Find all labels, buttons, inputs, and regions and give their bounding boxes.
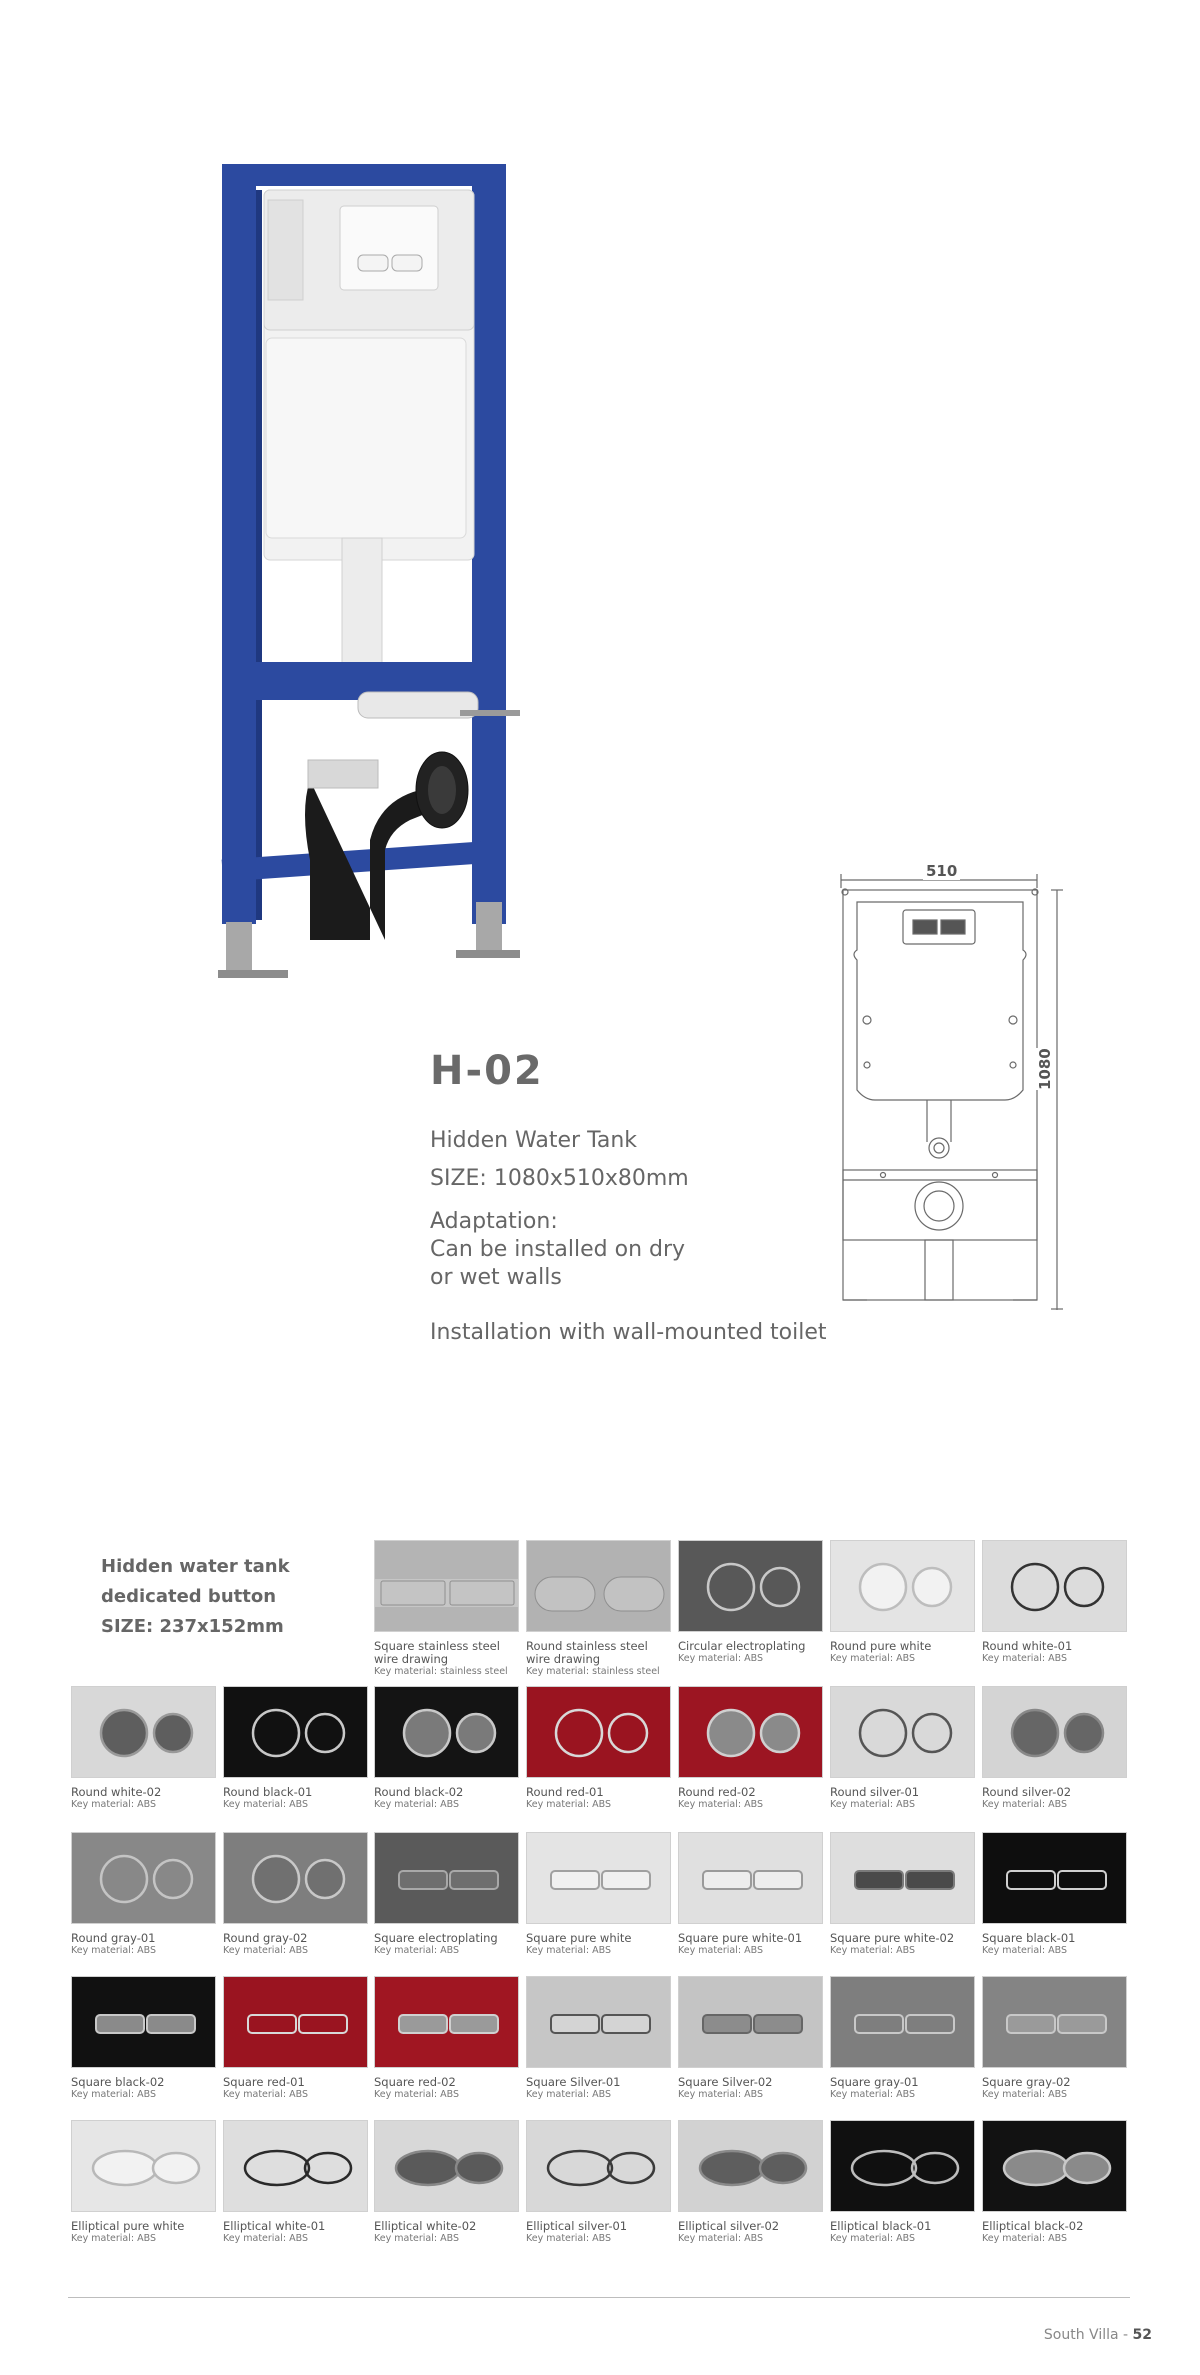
button-material: Key material: ABS (223, 2233, 308, 2244)
button-material: Key material: ABS (526, 1945, 611, 1956)
model-number: H-02 (430, 1048, 544, 1094)
page-number: 52 (1132, 2327, 1152, 2343)
button-name: Round gray-02 (223, 1931, 308, 1945)
button-material: Key material: ABS (982, 1945, 1067, 1956)
button-material: Key material: ABS (982, 2233, 1067, 2244)
flush-button-tile (830, 1832, 975, 1957)
flush-plate-icon (983, 1977, 1127, 2068)
button-material: Key material: ABS (526, 2233, 611, 2244)
button-material: Key material: ABS (678, 2233, 763, 2244)
button-material: Key material: ABS (71, 1799, 156, 1810)
flush-plate-swatch (526, 1832, 671, 1924)
button-material: Key material: ABS (678, 1653, 763, 1664)
button-name: Square Silver-01 (526, 2075, 621, 2089)
button-name: Square stainless steel (374, 1639, 500, 1653)
button-name: Elliptical silver-01 (526, 2219, 628, 2233)
flush-plate-swatch (223, 1832, 368, 1924)
flush-button-tile (223, 2120, 368, 2245)
flush-plate-swatch (526, 1686, 671, 1778)
flush-button-tile (71, 1686, 216, 1811)
flush-plate-icon (72, 1977, 216, 2068)
flush-plate-swatch (982, 1976, 1127, 2068)
flush-button-tile (982, 1832, 1127, 1957)
section-title-line-1: Hidden water tank (101, 1556, 290, 1577)
technical-drawing (815, 850, 1065, 1310)
product-name: Hidden Water Tank (430, 1128, 638, 1153)
button-name: Circular electroplating (678, 1639, 806, 1653)
height-dimension-label: 1080 (1036, 1048, 1054, 1090)
button-material: Key material: ABS (830, 1945, 915, 1956)
button-name-line-2: wire drawing (374, 1652, 449, 1666)
dimension-drawing (815, 850, 1065, 1310)
flush-plate-icon (983, 1833, 1127, 1924)
flush-plate-swatch (830, 2120, 975, 2212)
button-material: Key material: ABS (526, 2089, 611, 2100)
button-material: Key material: ABS (374, 1945, 459, 1956)
button-material: Key material: ABS (830, 2233, 915, 2244)
flush-plate-icon (527, 1687, 671, 1778)
button-material: Key material: ABS (526, 1799, 611, 1810)
button-material: Key material: ABS (678, 1945, 763, 1956)
button-name: Square red-02 (374, 2075, 456, 2089)
button-name: Elliptical black-02 (982, 2219, 1084, 2233)
flush-plate-swatch (374, 1686, 519, 1778)
button-name: Round gray-01 (71, 1931, 156, 1945)
flush-plate-swatch (526, 1540, 671, 1632)
button-name: Elliptical white-02 (374, 2219, 477, 2233)
flush-plate-icon (224, 2121, 368, 2212)
flush-plate-swatch (830, 1686, 975, 1778)
flush-plate-swatch (223, 1976, 368, 2068)
button-name: Elliptical pure white (71, 2219, 185, 2233)
flush-button-tile (374, 2120, 519, 2245)
flush-button-tile (526, 1976, 671, 2101)
button-name: Square black-02 (71, 2075, 165, 2089)
flush-plate-icon (831, 1541, 975, 1632)
flush-plate-icon (375, 1541, 519, 1632)
flush-plate-icon (375, 1977, 519, 2068)
flush-plate-icon (679, 2121, 823, 2212)
flush-plate-icon (527, 1977, 671, 2068)
button-name: Round silver-01 (830, 1785, 920, 1799)
flush-button-tile (982, 1686, 1127, 1811)
button-material: Key material: ABS (223, 2089, 308, 2100)
flush-button-tile (678, 1686, 823, 1811)
button-material: Key material: stainless steel (374, 1666, 508, 1677)
flush-button-tile (982, 2120, 1127, 2245)
flush-plate-swatch (678, 1976, 823, 2068)
flush-plate-swatch (678, 1686, 823, 1778)
flush-button-tile (830, 1976, 975, 2101)
flush-plate-swatch (374, 1540, 519, 1632)
flush-plate-icon (983, 1541, 1127, 1632)
button-name: Square pure white-02 (830, 1931, 955, 1945)
flush-plate-icon (527, 2121, 671, 2212)
flush-button-tile (678, 1832, 823, 1957)
button-name: Square gray-01 (830, 2075, 919, 2089)
adaptation-title: Adaptation: (430, 1209, 558, 1234)
flush-button-tile (71, 2120, 216, 2245)
flush-plate-swatch (71, 1976, 216, 2068)
button-name: Round white-01 (982, 1639, 1073, 1653)
button-material: Key material: ABS (982, 2089, 1067, 2100)
button-material: Key material: ABS (374, 2233, 459, 2244)
button-name: Round silver-02 (982, 1785, 1072, 1799)
button-material: Key material: ABS (374, 2089, 459, 2100)
adaptation-block (430, 1208, 685, 1292)
flush-button-tile (71, 1832, 216, 1957)
flush-plate-icon (679, 1833, 823, 1924)
button-name: Round white-02 (71, 1785, 162, 1799)
adaptation-line-1: Can be installed on dry (430, 1237, 686, 1262)
flush-plate-swatch (71, 1832, 216, 1924)
flush-plate-icon (224, 1833, 368, 1924)
flush-plate-swatch (526, 1976, 671, 2068)
buttons-section-title (101, 1552, 290, 1642)
button-material: Key material: ABS (223, 1945, 308, 1956)
flush-plate-swatch (71, 1686, 216, 1778)
flush-plate-icon (224, 1977, 368, 2068)
flush-plate-swatch (830, 1540, 975, 1632)
button-name: Square electroplating (374, 1931, 498, 1945)
flush-plate-swatch (223, 1686, 368, 1778)
flush-button-tile (678, 1540, 823, 1665)
flush-button-tile (526, 1832, 671, 1957)
button-name: Elliptical white-01 (223, 2219, 326, 2233)
flush-button-tile (526, 2120, 671, 2245)
flush-button-tile (526, 1686, 671, 1811)
button-material: Key material: stainless steel (526, 1666, 660, 1677)
flush-plate-swatch (374, 1976, 519, 2068)
flush-plate-icon (72, 1833, 216, 1924)
flush-plate-swatch (678, 1832, 823, 1924)
flush-plate-swatch (982, 2120, 1127, 2212)
button-name: Square Silver-02 (678, 2075, 773, 2089)
button-name: Round black-01 (223, 1785, 313, 1799)
button-material: Key material: ABS (830, 2089, 915, 2100)
button-name: Round stainless steel (526, 1639, 648, 1653)
flush-plate-icon (375, 1687, 519, 1778)
button-name: Round red-02 (678, 1785, 756, 1799)
flush-plate-swatch (374, 2120, 519, 2212)
flush-plate-icon (679, 1977, 823, 2068)
flush-plate-icon (375, 1833, 519, 1924)
button-material: Key material: ABS (71, 1945, 156, 1956)
button-material: Key material: ABS (374, 1799, 459, 1810)
flush-button-tile (71, 1976, 216, 2101)
button-material: Key material: ABS (71, 2089, 156, 2100)
section-title-line-2: dedicated button (101, 1586, 277, 1607)
button-material: Key material: ABS (830, 1653, 915, 1664)
flush-button-tile (982, 1540, 1127, 1665)
flush-plate-icon (72, 2121, 216, 2212)
adaptation-line-2: or wet walls (430, 1265, 562, 1290)
flush-plate-swatch (982, 1832, 1127, 1924)
flush-plate-swatch (830, 1976, 975, 2068)
flush-plate-icon (527, 1541, 671, 1632)
button-name-line-2: wire drawing (526, 1652, 601, 1666)
button-name: Elliptical black-01 (830, 2219, 932, 2233)
product-size: SIZE: 1080x510x80mm (430, 1166, 689, 1191)
button-name: Square red-01 (223, 2075, 305, 2089)
flush-plate-swatch (830, 1832, 975, 1924)
button-name: Square pure white-01 (678, 1931, 803, 1945)
button-name: Square gray-02 (982, 2075, 1071, 2089)
section-title-line-3: SIZE: 237x152mm (101, 1616, 284, 1637)
button-name: Round pure white (830, 1639, 932, 1653)
flush-button-tile (374, 1686, 519, 1811)
flush-plate-swatch (982, 1540, 1127, 1632)
flush-plate-icon (831, 2121, 975, 2212)
button-material: Key material: ABS (830, 1799, 915, 1810)
button-material: Key material: ABS (678, 2089, 763, 2100)
flush-button-tile (223, 1832, 368, 1957)
button-material: Key material: ABS (223, 1799, 308, 1810)
flush-button-tile (374, 1540, 519, 1678)
flush-plate-icon (375, 2121, 519, 2212)
button-name: Square black-01 (982, 1931, 1076, 1945)
flush-button-tile (374, 1832, 519, 1957)
footer-brand: South Villa - (1043, 2327, 1133, 2343)
flush-plate-icon (983, 1687, 1127, 1778)
button-name: Elliptical silver-02 (678, 2219, 780, 2233)
flush-button-tile (678, 2120, 823, 2245)
flush-plate-swatch (526, 2120, 671, 2212)
flush-plate-icon (983, 2121, 1127, 2212)
flush-plate-swatch (374, 1832, 519, 1924)
flush-button-tile (223, 1686, 368, 1811)
footer-divider (68, 2297, 1130, 2298)
button-name: Round black-02 (374, 1785, 464, 1799)
page-footer (1044, 2327, 1152, 2343)
button-material: Key material: ABS (71, 2233, 156, 2244)
flush-plate-icon (679, 1687, 823, 1778)
flush-plate-icon (679, 1541, 823, 1632)
flush-button-tile (678, 1976, 823, 2101)
button-name: Round red-01 (526, 1785, 604, 1799)
flush-plate-swatch (678, 2120, 823, 2212)
flush-button-tile (223, 1976, 368, 2101)
wall-frame-illustration (210, 160, 520, 1010)
flush-button-tile (374, 1976, 519, 2101)
flush-plate-swatch (71, 2120, 216, 2212)
flush-plate-swatch (678, 1540, 823, 1632)
flush-plate-icon (224, 1687, 368, 1778)
flush-plate-icon (527, 1833, 671, 1924)
button-material: Key material: ABS (982, 1799, 1067, 1810)
flush-button-tile (830, 1686, 975, 1811)
flush-button-tile (830, 2120, 975, 2245)
button-name: Square pure white (526, 1931, 632, 1945)
flush-plate-icon (831, 1833, 975, 1924)
width-dimension-label: 510 (923, 862, 960, 880)
flush-plate-icon (831, 1977, 975, 2068)
button-material: Key material: ABS (678, 1799, 763, 1810)
flush-plate-icon (72, 1687, 216, 1778)
flush-plate-swatch (982, 1686, 1127, 1778)
button-material: Key material: ABS (982, 1653, 1067, 1664)
flush-plate-icon (831, 1687, 975, 1778)
product-photo-frame (210, 160, 520, 1010)
flush-plate-swatch (223, 2120, 368, 2212)
flush-button-tile (982, 1976, 1127, 2101)
flush-button-tile (830, 1540, 975, 1665)
flush-button-tile (526, 1540, 671, 1678)
installation-note: Installation with wall-mounted toilet (430, 1320, 827, 1345)
